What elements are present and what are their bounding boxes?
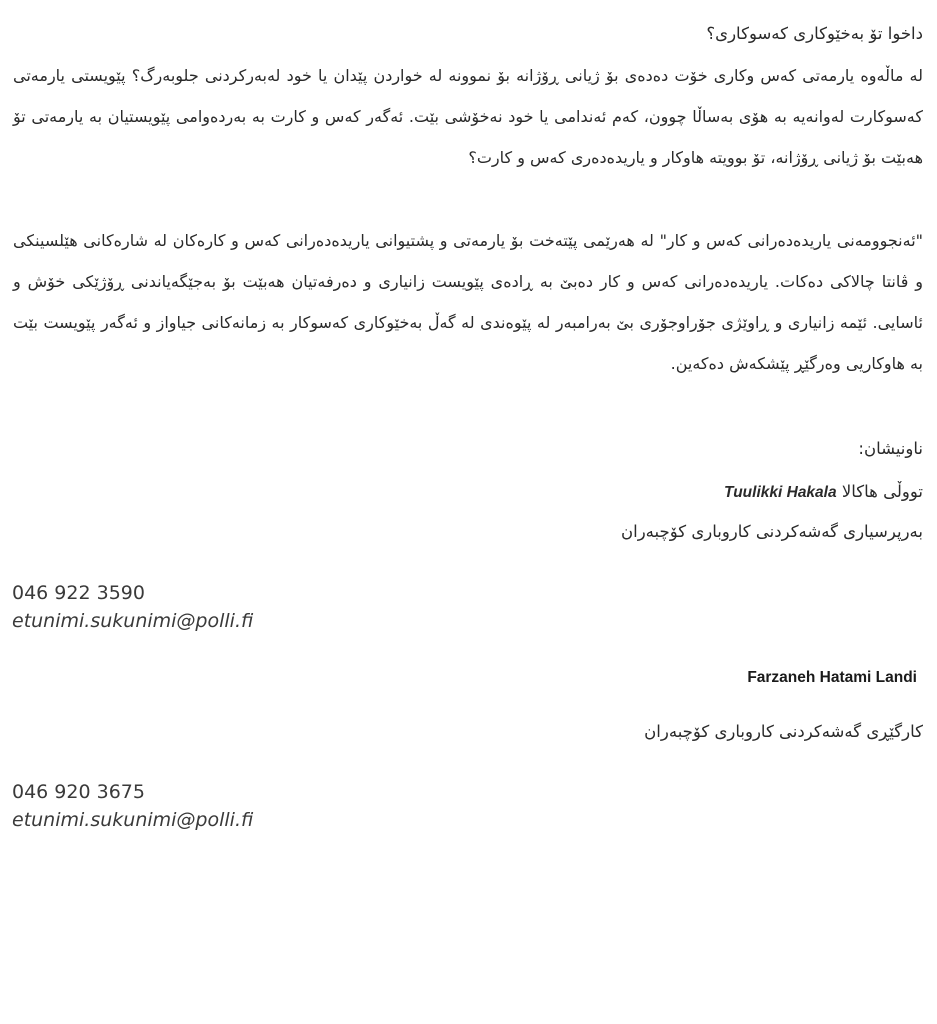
contact-label: ناونیشان: [858, 439, 923, 458]
contact2-email[interactable]: etunimi.sukunimi@polli.fi [12, 809, 254, 831]
contact2-name: Farzaneh Hatami Landi [747, 669, 917, 686]
contact1-name [724, 478, 923, 507]
contact2-role: کارگێڕی گەشەکردنی کاروباری کۆچبەران [644, 722, 923, 741]
page-heading: داخوا تۆ بەخێوکاری کەسوکاری؟ [706, 24, 923, 43]
contact1-email[interactable]: etunimi.sukunimi@polli.fi [12, 610, 254, 632]
contact1-name-kurdish: تووڵی هاکالا [841, 482, 923, 501]
contact1-phone: 046 922 3590 [12, 582, 145, 604]
contact2-phone: 046 920 3675 [12, 781, 145, 803]
contact1-name-latin: Tuulikki Hakala [724, 484, 837, 501]
contact1-role: بەرپرسیاری گەشەکردنی کاروباری کۆچبەران [621, 522, 923, 541]
association-paragraph: "ئەنجوومەنی یاریدەدەرانی کەس و کار" لە هەرێمی پێتەخت بۆ یارمەتی و پشتیوانی یاریدەدەرانی کەس و کارەکان لە شارەکانی هێلسینکی و ڤانتا چالاکی دەکات. یاریدەدەرانی کەس و کار دەبێ بە ڕادەی پێویست زانیاری و دەرفەتیان هەبێت بۆ بەجێگەیاندنی ڕۆژێکی خۆش و ئاسایی. ئێمە زانیاری و ڕاوێژی جۆراوجۆری بێ بەرامبەر لە پێوەندی لە گەڵ بەخێوکاری کەسوکار بە زمانەکانی جیاواز و ئەگەر پێویست بێت بە هاوکاریی وەرگێڕ پێشکەش دەکەین. [13, 231, 923, 373]
intro-paragraph: لە ماڵەوە یارمەتی کەس وکاری خۆت دەدەی بۆ ژیانی ڕۆژانە بۆ نموونە لە خواردن پێدان یا خود لەبەرکردنی جلوبەرگ؟ پێویستی یارمەتی کەسوکارت لەوانەیە بە هۆی بەساڵا چوون، کەم ئەندامی یا خود نەخۆشی بێت. ئەگەر کەس و کارت بە بەردەوامی پێویستیان بە یارمەتی تۆ هەبێت بۆ ژیانی ڕۆژانە، تۆ بوویتە هاوکار و یاریدەدەری کەس و کارت؟ [13, 66, 923, 167]
